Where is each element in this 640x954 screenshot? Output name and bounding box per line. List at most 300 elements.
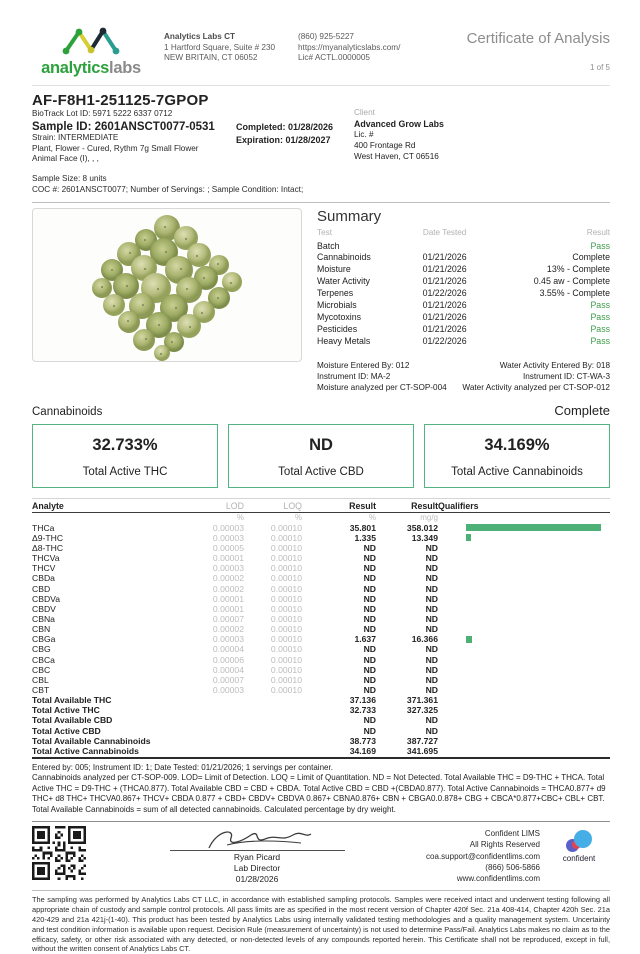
summary-test-name: Batch	[317, 240, 340, 251]
metric-boxes	[32, 424, 610, 488]
analyte-qualifier	[438, 523, 610, 533]
cannabinoids-title: Cannabinoids	[32, 406, 103, 419]
summary-test-name: Terpenes	[317, 288, 354, 299]
analyte-result-pct: 1.637	[354, 634, 376, 645]
total-name: Total Active CBD	[32, 725, 101, 736]
summary-row	[317, 252, 610, 264]
analyte-lod: 0.00001	[212, 553, 244, 564]
analyte-row	[32, 675, 610, 685]
wa-sop: Water Activity analyzed per CT-SOP-012	[462, 383, 610, 393]
logo-wordmark: analyticslabs	[41, 59, 141, 77]
analyte-loq: 0.00010	[270, 664, 302, 675]
analyte-unit: %	[368, 513, 376, 523]
analyte-unit	[438, 513, 610, 523]
analyte-qualifier	[438, 675, 610, 685]
summary-date-tested: 01/21/2026	[422, 252, 467, 263]
confident-logo-icon	[566, 830, 592, 854]
analyte-row	[32, 523, 610, 533]
analyte-qualifier	[438, 614, 610, 624]
analyte-row	[32, 573, 610, 583]
analyte-name: THCa	[32, 522, 55, 533]
signer-title: Lab Director	[233, 863, 281, 874]
analyte-lod: 0.00003	[212, 532, 244, 543]
analyte-result-mgg: ND	[425, 603, 438, 614]
metric-label: Total Active THC	[82, 466, 168, 479]
analyte-qualifier	[438, 533, 610, 543]
cannabinoids-status: Complete	[554, 403, 610, 419]
water-activity-info	[462, 360, 610, 393]
analyte-name: CBNa	[32, 614, 55, 625]
analyte-result-mgg: ND	[425, 553, 438, 564]
analyte-result-mgg: ND	[425, 664, 438, 675]
sample-id-row	[32, 121, 350, 165]
header-divider	[32, 85, 610, 86]
analyte-row	[32, 553, 610, 563]
sample-section	[32, 92, 610, 196]
summary-row	[317, 300, 610, 312]
analyte-qualifier	[438, 634, 610, 644]
analyte-result-mgg: 358.012	[406, 522, 438, 533]
total-lod	[182, 726, 244, 736]
summary-test-name: Water Activity	[317, 276, 370, 287]
total-lod	[182, 705, 244, 715]
sample-dates	[236, 121, 333, 147]
client-license: Lic. #	[354, 130, 374, 140]
total-result-pct: ND	[363, 715, 376, 726]
total-loq	[244, 715, 302, 725]
entered-by-line: Entered by: 005; Instrument ID: 1; Date Tested: 01/21/2026; 1 servings per container.	[32, 762, 333, 772]
total-name: Total Available CBD	[32, 715, 113, 726]
analyte-name: THCVa	[32, 553, 60, 564]
total-qualifier	[438, 715, 610, 725]
lab-name: Analytics Labs CT	[164, 32, 235, 41]
signature-block	[88, 826, 426, 884]
analyte-loq: 0.00010	[270, 685, 302, 695]
lab-address-line2: NEW BRITAIN, CT 06052	[164, 53, 258, 63]
analyte-name: CBD	[32, 583, 51, 594]
signature-line	[170, 850, 345, 851]
analyte-name: THCV	[32, 563, 56, 574]
analyte-unit: mg/g	[420, 513, 438, 523]
analyte-name: CBDVa	[32, 593, 61, 604]
footer-divider	[32, 890, 610, 891]
analyte-loq: 0.00010	[270, 553, 302, 564]
summary-date-tested: 01/21/2026	[422, 300, 467, 311]
page-indicator: 1 of 5	[589, 63, 610, 72]
analyte-name: CBDa	[32, 573, 55, 584]
analyte-result-mgg: ND	[425, 644, 438, 655]
analyte-column-header: LOD	[182, 499, 244, 513]
summary-row	[317, 335, 610, 347]
total-result-mgg: ND	[425, 715, 438, 726]
biotrack-lot-id: BioTrack Lot ID: 5971 5222 6337 0712	[32, 109, 173, 118]
sample-divider	[32, 202, 610, 203]
analyte-row	[32, 655, 610, 665]
lab-address-block	[164, 32, 292, 64]
summary-row	[317, 240, 610, 252]
summary-result: Pass	[590, 312, 610, 322]
analyte-column-header: Result	[376, 499, 438, 513]
analyte-result-pct: ND	[363, 543, 376, 554]
summary-result: Pass	[590, 300, 610, 311]
total-loq	[244, 695, 302, 705]
analyte-unit: %	[294, 513, 302, 523]
summary-test-name: Moisture	[317, 264, 351, 275]
total-row	[32, 715, 610, 725]
summary-row	[317, 288, 610, 300]
analyte-name: CBT	[32, 685, 50, 695]
analyte-name: CBC	[32, 664, 51, 675]
moisture-instrument-id: Instrument ID: MA-2	[317, 372, 391, 382]
cannabis-buds-image	[47, 212, 287, 358]
lims-url: www.confidentlims.com	[456, 873, 540, 883]
summary-date-tested: 01/21/2026	[422, 276, 467, 287]
analyte-loq: 0.00010	[270, 532, 302, 543]
lab-license: Lic# ACTL.0000005	[298, 53, 370, 63]
moisture-sop: Moisture analyzed per CT-SOP-004	[317, 383, 447, 393]
total-name: Total Active Cannabinoids	[32, 746, 182, 758]
analyte-result-mgg: ND	[425, 654, 438, 665]
analyte-result-pct: ND	[363, 664, 376, 675]
total-lod	[182, 695, 244, 705]
total-result-mgg: 387.727	[406, 735, 438, 746]
total-result-pct: 38.773	[349, 735, 376, 746]
analyte-column-header: Qualifiers	[438, 499, 610, 513]
analyte-row	[32, 644, 610, 654]
logo-zigzag-icon	[58, 26, 124, 56]
summary-result: Pass	[590, 323, 610, 334]
analyte-lod: 0.00002	[212, 583, 244, 594]
page-header	[32, 24, 610, 78]
lab-website: https://myanalyticslabs.com/	[298, 42, 401, 52]
analyte-loq: 0.00010	[270, 573, 302, 584]
analyticslabs-logo	[32, 26, 150, 78]
analyte-qualifier	[438, 553, 610, 563]
metric-box	[228, 424, 414, 488]
analyte-result-mgg: ND	[425, 543, 438, 554]
analyte-qualifier	[438, 594, 610, 604]
summary-column-header: Test	[317, 227, 333, 237]
total-name: Total Available Cannabinoids	[32, 735, 151, 746]
analyte-loq: 0.00010	[270, 634, 302, 645]
analyte-lod: 0.00003	[212, 522, 244, 533]
total-row	[32, 705, 610, 715]
analyte-units-row	[32, 513, 610, 523]
total-result-mgg: 341.695	[376, 746, 438, 758]
qr-code	[32, 826, 88, 885]
sample-size: Sample Size: 8 units	[32, 174, 107, 184]
signature-date: 01/28/2026	[235, 874, 279, 885]
total-result-mgg: 327.325	[406, 705, 438, 716]
analyte-qualifier	[438, 584, 610, 594]
analyte-unit	[32, 513, 182, 523]
result-bar	[466, 524, 601, 531]
confident-logo	[548, 830, 610, 863]
summary-result: 13% - Complete	[546, 264, 610, 275]
summary-row	[317, 264, 610, 276]
analyte-table	[32, 498, 610, 759]
qr-code-icon	[32, 826, 86, 880]
lab-contact-block	[298, 32, 400, 64]
client-address2: West Haven, CT 06516	[354, 152, 439, 162]
metric-value: 32.733%	[92, 436, 158, 455]
summary-column-header: Date Tested	[422, 227, 467, 237]
summary-result: Complete	[572, 252, 610, 263]
lims-name: Confident LIMS	[484, 829, 540, 839]
metric-label: Total Active Cannabinoids	[451, 466, 583, 479]
total-lod	[182, 736, 244, 746]
total-qualifier	[438, 705, 610, 715]
analyte-row	[32, 624, 610, 634]
metric-box	[424, 424, 610, 488]
analyte-row	[32, 685, 610, 695]
analyte-loq: 0.00010	[270, 654, 302, 665]
analyte-loq: 0.00010	[270, 522, 302, 533]
summary-test-name: Pesticides	[317, 323, 358, 334]
analyte-result-pct: ND	[363, 624, 376, 635]
analyte-name: CBN	[32, 624, 51, 635]
analyte-qualifier	[438, 604, 610, 614]
lims-info	[426, 828, 540, 884]
analyte-name: CBCa	[32, 654, 55, 665]
analyte-name: Δ8-THC	[32, 543, 64, 554]
strain: Strain: INTERMEDIATE	[32, 132, 119, 142]
metric-value: 34.169%	[484, 436, 550, 455]
analyte-loq: 0.00010	[270, 593, 302, 604]
analyte-loq: 0.00010	[270, 583, 302, 594]
total-name: Total Active THC	[32, 705, 100, 716]
legal-disclaimer: The sampling was performed by Analytics Labs CT LLC, in accordance with established sampling protocols. Samples were received intact and underwent testing following all appropriate chain of custody and sample control protocols. All pass limits are as specified in the most recent version of Chapter 420f Sec. 21a 408-414, Chapter 420h Sec. 21a 420-429 and 21a 421j-(1-40). This product has been tested by Analytics Labs using internally validated testing methodologies and a quality management system. Uncertainty and test condition information is available upon request. Decision Rule (measurement of uncertainty) is not used to determine Pass/Fail. Analytics Labs makes no claim as to the efficacy, safety, or other risk associated with any detected, or non-detected levels of any compounds reported herein. This Certificate shall not be reproduced, except in full, without the written consent of Analytics Labs CT.	[32, 895, 610, 954]
total-loq	[244, 746, 302, 758]
analyte-result-mgg: ND	[425, 593, 438, 604]
moisture-entered-by: Moisture Entered By: 012	[317, 361, 410, 371]
analyte-lod: 0.00001	[212, 603, 244, 614]
total-result-mgg: 371.361	[406, 695, 438, 706]
analyte-lod: 0.00005	[212, 543, 244, 554]
analyte-result-pct: ND	[363, 614, 376, 625]
analyte-loq: 0.00010	[270, 563, 302, 574]
total-lod	[182, 746, 244, 758]
result-bar	[466, 636, 472, 643]
total-loq	[244, 726, 302, 736]
analyte-lod: 0.00007	[212, 614, 244, 625]
client-label: Client	[354, 108, 375, 117]
analyte-lod: 0.00004	[212, 644, 244, 655]
analyte-column-header: Result	[302, 499, 376, 513]
expiration-date: Expiration: 01/28/2027	[236, 134, 331, 145]
analyte-result-mgg: ND	[425, 563, 438, 574]
product-name: Animal Face (I), , ,	[32, 154, 99, 164]
analyte-result-pct: ND	[363, 573, 376, 584]
analyte-name: CBG	[32, 644, 51, 655]
analyte-name: CBGa	[32, 634, 56, 645]
analyte-lod: 0.00002	[212, 624, 244, 635]
lims-phone: (866) 506-5866	[485, 862, 540, 872]
analyte-result-pct: ND	[363, 553, 376, 564]
moisture-info	[317, 360, 447, 393]
summary-header-row	[317, 227, 610, 240]
result-bar	[466, 534, 471, 541]
lims-email: coa.support@confidentlims.com	[426, 851, 540, 861]
total-result-pct: 34.169	[302, 746, 376, 758]
analyte-name: CBDV	[32, 603, 56, 614]
lab-address-line1: 1 Hartford Square, Suite # 230	[164, 42, 276, 52]
total-row	[32, 746, 610, 758]
analyte-row	[32, 614, 610, 624]
client-name: Advanced Grow Labs	[354, 118, 444, 129]
analyte-result-pct: ND	[363, 654, 376, 665]
total-row	[32, 726, 610, 736]
analyte-qualifier	[438, 563, 610, 573]
analyte-result-pct: ND	[363, 685, 376, 695]
sample-info-block	[32, 92, 350, 196]
summary-table	[317, 227, 610, 347]
lims-rights: All Rights Reserved	[469, 840, 540, 850]
total-result-pct: ND	[363, 725, 376, 736]
analyte-loq: 0.00010	[270, 674, 302, 685]
summary-test-name: Microbials	[317, 300, 357, 311]
analyte-result-pct: ND	[363, 674, 376, 685]
analyte-qualifier	[438, 644, 610, 654]
completed-date: Completed: 01/28/2026	[236, 121, 334, 132]
analyte-lod: 0.00003	[212, 634, 244, 645]
analyte-loq: 0.00010	[270, 614, 302, 625]
analyte-loq: 0.00010	[270, 644, 302, 655]
analyte-result-mgg: ND	[425, 583, 438, 594]
analyte-lod: 0.00007	[212, 674, 244, 685]
summary-date-tested: 01/22/2026	[422, 288, 467, 299]
wa-instrument-id: Instrument ID: CT-WA-3	[522, 372, 610, 382]
analyte-result-mgg: ND	[425, 614, 438, 625]
summary-column-header: Result	[586, 227, 610, 237]
analyte-result-pct: ND	[363, 603, 376, 614]
total-result-pct: 32.733	[349, 705, 376, 716]
analyte-loq: 0.00010	[270, 603, 302, 614]
method-note: Cannabinoids analyzed per CT-SOP-009. LOD= Limit of Detection. LOQ = Limit of Quantitation. ND = Not Detected. Total Available THC = D9-THC + THCA. Total Active THC = D9-THC + (THCA0.877). Total Available CBD = CBD + CBDA. Total Active CBD = CBD +(CBDA0.877). Total Active Cannabinoids = THCA0.877+ d9 THC+ d8 THC+ THCVA0.867+ THCV+ CBDA 0.877 + CBD+ CBDV+ CBDVA 0.867+ CBNA0.876+ CBN + CBGA0.0.878+ CBG + CBCA*0.877+CBC+ CBL+ CBT. Total Available Cannabinoids = sum of all detected cannabinoids. Calculated percentage by dry weight.	[32, 772, 606, 814]
summary-test-name: Cannabinoids	[317, 252, 371, 263]
analyte-qualifier	[438, 573, 610, 583]
summary-result: 3.55% - Complete	[539, 288, 610, 299]
analyte-result-pct: ND	[363, 593, 376, 604]
analyte-unit: %	[236, 513, 244, 523]
analyte-result-mgg: 13.349	[411, 532, 438, 543]
analyte-result-pct: ND	[363, 583, 376, 594]
analyte-lod: 0.00003	[212, 563, 244, 574]
analyte-row	[32, 584, 610, 594]
summary-title: Summary	[317, 207, 382, 225]
analyte-row	[32, 533, 610, 543]
instrument-info-row	[317, 360, 610, 393]
coc-line: COC #: 2601ANSCT0077; Number of Servings: ; Sample Condition: Intact;	[32, 185, 304, 195]
summary-date-tested: 01/21/2026	[422, 264, 467, 275]
total-loq	[244, 705, 302, 715]
signer-name: Ryan Picard	[233, 852, 281, 863]
analyte-qualifier	[438, 655, 610, 665]
summary-date-tested: 01/21/2026	[422, 312, 467, 322]
summary-panel	[317, 208, 610, 393]
summary-date-tested: 01/21/2026	[422, 323, 467, 334]
metric-label: Total Active CBD	[278, 466, 364, 479]
total-row	[32, 736, 610, 746]
summary-row	[317, 311, 610, 323]
total-name: Total Available THC	[32, 695, 112, 706]
analyte-row	[32, 594, 610, 604]
analyte-qualifier	[438, 685, 610, 695]
wa-entered-by: Water Activity Entered By: 018	[499, 361, 610, 371]
summary-result: Pass	[590, 335, 610, 346]
document-title: Certificate of Analysis	[466, 30, 610, 47]
analyte-loq: 0.00010	[270, 543, 302, 554]
total-qualifier	[438, 746, 610, 758]
sample-photo	[32, 208, 302, 362]
analyte-result-pct: 35.801	[349, 522, 376, 533]
sample-id: Sample ID: 2601ANSCT0077-0531	[32, 120, 215, 133]
sample-id-column	[32, 121, 232, 165]
total-qualifier	[438, 736, 610, 746]
analyte-result-mgg: ND	[425, 685, 438, 695]
analyte-lod: 0.00002	[212, 573, 244, 584]
confident-logo-text: confident	[562, 854, 596, 864]
analyte-qualifier	[438, 624, 610, 634]
analyte-result-mgg: ND	[425, 624, 438, 635]
summary-test-name: Heavy Metals	[317, 335, 371, 346]
analyte-row	[32, 563, 610, 573]
metric-box	[32, 424, 218, 488]
analyte-result-pct: ND	[363, 563, 376, 574]
analyte-result-mgg: 16.366	[411, 634, 438, 645]
analyte-lod: 0.00001	[212, 593, 244, 604]
total-result-pct: 37.136	[349, 695, 376, 706]
client-block	[354, 108, 604, 196]
total-qualifier	[438, 695, 610, 705]
analyte-lod: 0.00004	[212, 664, 244, 675]
analyte-qualifier	[438, 543, 610, 553]
summary-result: 0.45 aw - Complete	[533, 276, 610, 287]
analyte-row	[32, 543, 610, 553]
analyte-row	[32, 634, 610, 644]
analyte-column-header: LOQ	[244, 499, 302, 513]
summary-row	[317, 276, 610, 288]
total-qualifier	[438, 726, 610, 736]
analyte-name: CBL	[32, 674, 49, 685]
analyte-column-header: Analyte	[32, 499, 182, 513]
analyte-lod: 0.00006	[212, 654, 244, 665]
analyte-result-pct: 1.335	[354, 532, 376, 543]
total-loq	[244, 736, 302, 746]
photo-summary-row	[32, 208, 610, 393]
page-footer	[32, 826, 610, 885]
analyte-name: Δ9-THC	[32, 532, 64, 543]
analyte-header-row	[32, 499, 610, 513]
analyte-result-mgg: ND	[425, 674, 438, 685]
signature-divider	[32, 821, 610, 822]
total-row	[32, 695, 610, 705]
analyte-row	[32, 604, 610, 614]
lab-phone: (860) 925-5227	[298, 32, 354, 41]
metric-value: ND	[309, 436, 333, 455]
summary-date-tested	[408, 240, 482, 252]
analyte-qualifier	[438, 665, 610, 675]
analyte-result-pct: ND	[363, 644, 376, 655]
total-result-mgg: ND	[425, 725, 438, 736]
analyte-result-mgg: ND	[425, 573, 438, 584]
summary-date-tested: 01/22/2026	[422, 335, 467, 346]
matrix: Plant, Flower - Cured, Rythm 7g Small Flower	[32, 143, 199, 153]
sample-title: AF-F8H1-251125-7GPOP	[32, 92, 209, 109]
total-lod	[182, 715, 244, 725]
summary-test-name: Mycotoxins	[317, 312, 361, 322]
client-address1: 400 Frontage Rd	[354, 141, 416, 151]
